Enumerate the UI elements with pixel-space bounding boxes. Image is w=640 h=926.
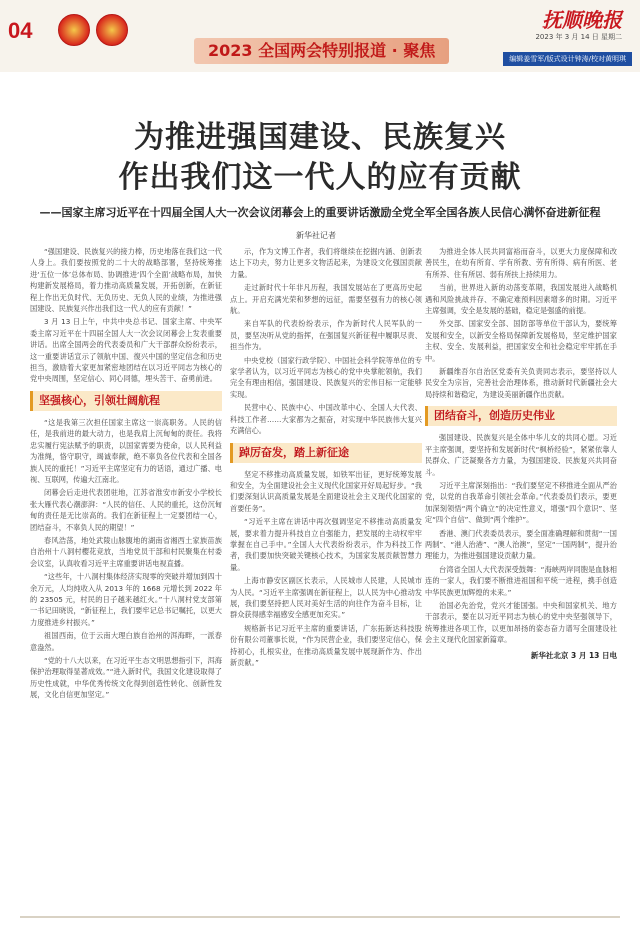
headline-line-1: 为推进强国建设、民族复兴 (134, 120, 506, 155)
paragraph: 民营中心、民族中心、中国改革中心、全国人大代表、科技工作者……大家都为之振奋，对实现中华民族伟大复兴充满信心。 (230, 403, 422, 436)
cppcc-emblem-icon (96, 14, 128, 46)
section-heading: 坚强核心，引领壮阔航程 (30, 391, 222, 411)
subtitle: ——国家主席习近平在十四届全国人大一次会议闭幕会上的重要讲话激励全党全军全国各族人民信心满怀奋进新征程 (39, 206, 601, 219)
paragraph: 示，作为文博工作者，我们将继续在挖掘内涵、创新表达上下功夫，努力让更多文物活起来，为建设文化强国贡献力量。 (230, 247, 422, 279)
paragraph: 春风浩荡，地处武陵山脉腹地的湖南省湘西土家族苗族自治州十八洞村樱花竞放，当地党员干部和村民聚集在村委会议室，认真收看习近平主席重要讲话电视直播。 (30, 535, 222, 568)
paragraph: “习近平主席在讲话中再次强调坚定不移推动高质量发展，要求着力提升科技自立自强能力，把发展的主动权牢牢掌握在自己手中。”全国人大代表纷纷表示，作为科技工作者，我们要加快突破关键核心技术，为国家发展贡献智慧力量。 (230, 517, 422, 572)
masthead-logo: 抚顺晚报 (542, 8, 622, 32)
article-column-2 (230, 246, 422, 670)
dateline: 新华社北京 3 月 13 日电 (530, 650, 617, 660)
paragraph: “这是我第三次担任国家主席这一崇高职务。人民的信任，是我前进的最大动力，也是我肩上沉甸甸的责任。我将忠实履行宪法赋予的职责，以国家需要为使命，以人民利益为准绳，恪守职守，竭诚奉献，绝不辜负各位代表和全国各族人民的重托！”习近平主席坚定有力的话语，通过广播、电视、互联网，传遍大江南北。 (30, 417, 222, 484)
paragraph: 强国建设、民族复兴是全体中华儿女的共同心愿。习近平主席强调，要坚持和发展新时代“枫桥经验”，紧紧依靠人民群众、广泛凝聚各方力量，为强国建设、民族复兴共同奋斗。 (425, 433, 617, 477)
paragraph: “党的十八大以来，在习近平生态文明思想指引下，洱海保护治理取得显著成效。”“进入新时代，我国文化建设取得了历史性成就，中华优秀传统文化得到创造性转化、创新性发展，文化自信更加坚定。” (30, 656, 222, 700)
paragraph: 坚定不移推动高质量发展，如铁军出征，更好统筹发展和安全，为全面建设社会主义现代化国家开好局起好步。“我们要深刻认识高质量发展是全面建设社会主义现代化国家的首要任务”。 (230, 469, 422, 513)
paragraph: 新疆维吾尔自治区党委有关负责同志表示，要坚持以人民安全为宗旨，完善社会治理体系，推动新时代新疆社会大局持续和谐稳定，为建设美丽新疆作出贡献。 (425, 367, 617, 399)
national-emblem-icon (58, 14, 90, 46)
paragraph: 外交部、国家安全部、国防部等单位干部认为，要统筹发展和安全，以新安全格局保障新发展格局，坚定维护国家主权、安全、发展利益，把国家安全和社会稳定牢牢抓在手中。 (425, 319, 617, 363)
paragraph: “这些年，十八洞村集体经济实现零的突破并增加到四十余万元，人均纯收入从 2013 年的 1668 元增长到 2022 年的 23505 元，村民的日子越来越红火。”十八洞村党支部第一书记田晓说，“新征程上，我们要牢记总书记嘱托，以更大力度推进乡村振兴。” (30, 572, 222, 627)
page-banner (0, 0, 640, 72)
paragraph: 香港、澳门代表委员表示，要全面准确理解和贯彻“一国两制”、“港人治港”、“澳人治澳”，坚定“一国两制”，提升治理能力，为推进强国建设贡献力量。 (425, 528, 617, 561)
section-heading: 团结奋斗，创造历史伟业 (425, 406, 617, 426)
article-column-3 (425, 246, 617, 661)
banner-title: 2023 全国两会特别报道 · 聚焦 (194, 38, 449, 64)
paragraph: “强国建设、民族复兴的接力棒，历史地落在我们这一代人身上。我们要按照党的二十大的战略部署，坚持统筹推进‘五位一体’总体布局、协调推进‘四个全面’战略布局，加快构建新发展格局，着力推动高质量发展，开拓创新，在新征程上作出无负时代、无负历史、无负人民的业绩，为推进强国建设、民族复兴作出我们这一代人的应有贡献！” (30, 247, 222, 314)
paragraph: 闭幕会后走进代表团驻地，江苏省淮安市新安小学校长张大雁代表心潮澎湃：“人民的信任、人民的重托，这份沉甸甸的责任是无比崇高的。我们在新征程上一定要团结一心，团结奋斗，不辜负人民的期望！” (30, 488, 222, 532)
byline: 新华社记者 (296, 231, 336, 240)
section-heading: 踔厉奋发，踏上新征途 (230, 443, 422, 463)
paragraph: 台湾省全国人大代表深受鼓舞：“海峡两岸同胞是血脉相连的一家人，我们要不断推进祖国和平统一进程，携手创造中华民族更加辉煌的未来。” (425, 564, 617, 597)
paragraph: 3 月 13 日上午，中共中央总书记、国家主席、中央军委主席习近平在十四届全国人大一次会议闭幕会上发表重要讲话。出席全国两会的代表委员和广大干部群众纷纷表示，这一重要讲话宣示了领航中国、復兴中国的坚定信念和历史担当，激励着大家更加紧密地团结在以习近平同志为核心的党中央周围，坚定信心、同心同德，埋头苦干、奋勇前进。 (30, 317, 222, 384)
paragraph: 来自军队的代表纷纷表示，作为新时代人民军队的一员，要坚决听从党的指挥，在强国复兴新征程中履职尽责、担当作为。 (230, 319, 422, 352)
page-number: 04 (8, 18, 33, 43)
headline-line-2: 作出我们这一代人的应有贡献 (118, 160, 522, 195)
paragraph: 上海市静安区副区长表示，人民城市人民建，人民城市为人民。“习近平主席强调在新征程上，以人民为中心推动发展，我们要坚持把人民对美好生活的向往作为奋斗目标，让群众获得感幸福感安全感更加充实。” (230, 576, 422, 620)
editors-credit: 编辑姜雪军/版式设计钟涛/校对黄明琪 (503, 52, 632, 66)
paragraph: 当前，世界进入新的动荡变革期，我国发展进入战略机遇和风险挑战并存、不确定难预料因素增多的时期。习近平主席强调，安全是发展的基础，稳定是强盛的前提。 (425, 283, 617, 316)
paragraph: 中央党校（国家行政学院）、中国社会科学院等单位的专家学者认为，以习近平同志为核心的党中央掌舵领航，我们完全有理由相信，强国建设、民族复兴的宏伟目标一定能够实现。 (230, 355, 422, 399)
article-column-1 (30, 246, 222, 703)
issue-date: 2023 年 3 月 14 日 星期二 (535, 33, 622, 41)
paragraph: 习近平主席深刻指出：“我们要坚定不移推进全面从严治党，以党的自我革命引领社会革命。”代表委员们表示，要更加深刻领悟“两个确立”的决定性意义，增强“四个意识”、坚定“四个自信”、做到“两个维护”。 (425, 480, 617, 525)
paragraph: 走过新时代十年非凡历程，我国发展站在了更高历史起点上。开启充满光荣和梦想的远征，需要坚强有力的核心领航。 (230, 283, 422, 316)
paragraph: 规格新书记习近平主席的重要讲话，广东拓新达科技股份有限公司董事长说，“作为民营企业，我们要坚定信心，保持初心，扎根实业，在推动高质量发展中展现新作为、作出新贡献。” (230, 623, 422, 667)
paragraph: 为推进全体人民共同富裕而奋斗，以更大力度保障和改善民生，在幼有所育、学有所教、劳有所得、病有所医、老有所养、住有所居、弱有所扶上持续用力。 (425, 247, 617, 279)
bottom-divider (20, 916, 620, 918)
paragraph: 治国必先治党，党兴才能国强。中央和国家机关、地方干部表示，要在以习近平同志为核心的党中央坚强领导下，统筹推进各项工作，以更加昂扬的姿态奋力谱写全面建设社会主义现代化国家新篇章。 (425, 600, 617, 645)
paragraph: 祖国西南，位于云南大理白族自治州的洱海畔，一派春意盎然。 (30, 631, 222, 652)
